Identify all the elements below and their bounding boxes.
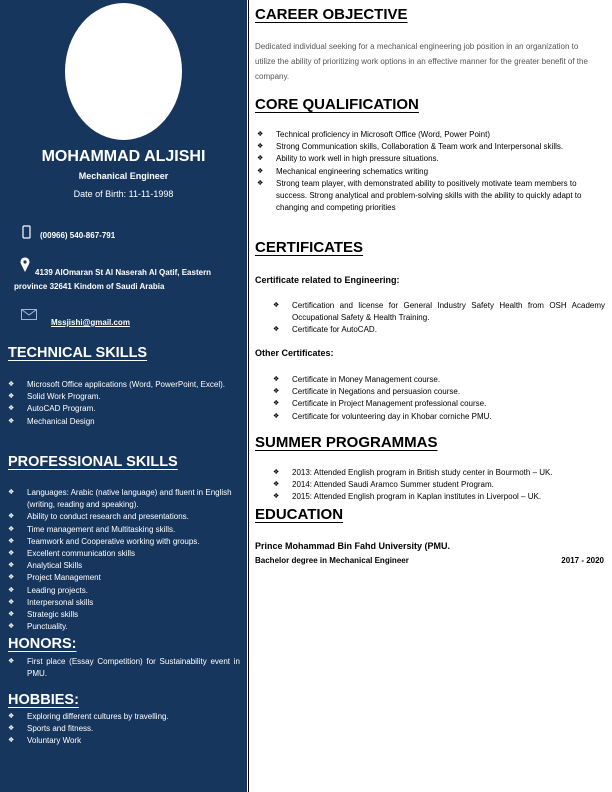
list-item: ❖ 2015: Attended English program in Kaplan institutes in Liverpool – UK. bbox=[273, 491, 605, 503]
list-item: ❖ Time management and Multitasking skills. bbox=[8, 524, 240, 536]
engineering-certificates-label: Certificate related to Engineering: bbox=[255, 275, 400, 285]
professional-skills-list bbox=[8, 487, 240, 633]
date-of-birth: Date of Birth: 11-11-1998 bbox=[73, 189, 174, 199]
career-objective-text: Dedicated individual seeking for a mechanical engineering job position in an organization to utilize the ability of prioritizing work options in an effective manner for the greater benefit of the company. bbox=[255, 42, 588, 81]
list-item: ❖ Certificate in Negations and persuasion course. bbox=[273, 386, 605, 398]
main-content bbox=[248, 0, 612, 792]
phone-number: (00966) 540-867-791 bbox=[40, 231, 116, 240]
list-item: ❖ Strong Communication skills, Collaboration & Team work and Interpersonal skills. bbox=[257, 141, 607, 153]
list-item: ❖ First place (Essay Competition) for Sustainability event in PMU. bbox=[8, 656, 240, 680]
professional-skills-heading: PROFESSIONAL SKILLS bbox=[8, 454, 178, 470]
phone-icon bbox=[22, 225, 31, 239]
summer-programs-list bbox=[273, 467, 605, 504]
list-item: ❖ Mechanical engineering schematics writing bbox=[257, 166, 607, 178]
list-item: ❖ Mechanical Design bbox=[8, 416, 240, 428]
summer-programs-heading: SUMMER PROGRAMMAS bbox=[255, 434, 438, 451]
core-qualification-list bbox=[257, 129, 607, 214]
list-item: ❖ Technical proficiency in Microsoft Office (Word, Power Point) bbox=[257, 129, 607, 141]
list-item: ❖ Leading projects. bbox=[8, 585, 240, 597]
career-objective-heading: CAREER OBJECTIVE bbox=[255, 6, 408, 23]
list-item: ❖ AutoCAD Program. bbox=[8, 403, 240, 415]
engineering-certificates-list bbox=[273, 300, 605, 337]
education-years: 2017 - 2020 bbox=[561, 556, 604, 565]
technical-skills-heading: TECHNICAL SKILLS bbox=[8, 345, 148, 361]
list-item: ❖ Languages: Arabic (native language) and fluent in English (writing, reading and speaking). bbox=[8, 487, 240, 511]
list-item: ❖ Certificate for volunteering day in Khobar corniche PMU. bbox=[273, 411, 605, 423]
person-name: MOHAMMAD ALJISHI bbox=[41, 148, 206, 165]
list-item: ❖ Strategic skills bbox=[8, 609, 240, 621]
email-icon bbox=[21, 309, 37, 320]
honors-heading: HONORS: bbox=[8, 636, 77, 652]
list-item: ❖ Exploring different cultures by travelling. bbox=[8, 711, 240, 723]
honors-list bbox=[8, 656, 240, 680]
other-certificates-list bbox=[273, 374, 605, 423]
list-item: ❖ Ability to conduct research and presentations. bbox=[8, 511, 240, 523]
list-item: ❖ Certificate in Project Management professional course. bbox=[273, 398, 605, 410]
education-heading: EDUCATION bbox=[255, 506, 344, 523]
list-item: ❖ Ability to work well in high pressure situations. bbox=[257, 153, 607, 165]
avatar bbox=[65, 3, 182, 140]
email-link[interactable]: Mssjishi@gmail.com bbox=[51, 318, 130, 327]
list-item: ❖ Project Management bbox=[8, 572, 240, 584]
list-item: ❖ Certificate in Money Management course. bbox=[273, 374, 605, 386]
university-name: Prince Mohammad Bin Fahd University (PMU. bbox=[255, 541, 451, 551]
other-certificates-label: Other Certificates: bbox=[255, 348, 334, 358]
hobbies-list bbox=[8, 711, 240, 748]
job-title: Mechanical Engineer bbox=[78, 171, 169, 181]
list-item: ❖ Analytical Skills bbox=[8, 560, 240, 572]
list-item: ❖ Voluntary Work bbox=[8, 735, 240, 747]
list-item: ❖ 2013: Attended English program in British study center in Bourmoth – UK. bbox=[273, 467, 605, 479]
list-item: ❖ 2014: Attended Saudi Aramco Summer student Program. bbox=[273, 479, 605, 491]
list-item: ❖ Strong team player, with demonstrated ability to positively motivate team members to success. Strong analytical and problem-solving skills with the ability to quickly adapt to changing and competing priorities bbox=[257, 178, 607, 215]
list-item: ❖ Sports and fitness. bbox=[8, 723, 240, 735]
technical-skills-list bbox=[8, 379, 240, 428]
list-item: ❖ Excellent communication skills bbox=[8, 548, 240, 560]
list-item: ❖ Interpersonal skills bbox=[8, 597, 240, 609]
list-item: ❖ Certification and license for General Industry Safety Health from OSH Academy Occupational Safety & Health Training. bbox=[273, 300, 605, 324]
sidebar bbox=[0, 0, 247, 792]
list-item: ❖ Punctuality. bbox=[8, 621, 240, 633]
degree: Bachelor degree in Mechanical Engineer bbox=[255, 556, 409, 565]
list-item: ❖ Certificate for AutoCAD. bbox=[273, 324, 605, 336]
certificates-heading: CERTIFICATES bbox=[255, 239, 364, 256]
list-item: ❖ Teamwork and Cooperative working with groups. bbox=[8, 536, 240, 548]
core-qualification-heading: CORE QUALIFICATION bbox=[255, 96, 419, 113]
address: 4139 AlOmaran St Al Naserah Al Qatif, Eastern province 32641 Kindom of Saudi Arabia bbox=[14, 268, 212, 291]
list-item: ❖ Microsoft Office applications (Word, PowerPoint, Excel). bbox=[8, 379, 240, 391]
hobbies-heading: HOBBIES: bbox=[8, 692, 79, 708]
list-item: ❖ Solid Work Program. bbox=[8, 391, 240, 403]
